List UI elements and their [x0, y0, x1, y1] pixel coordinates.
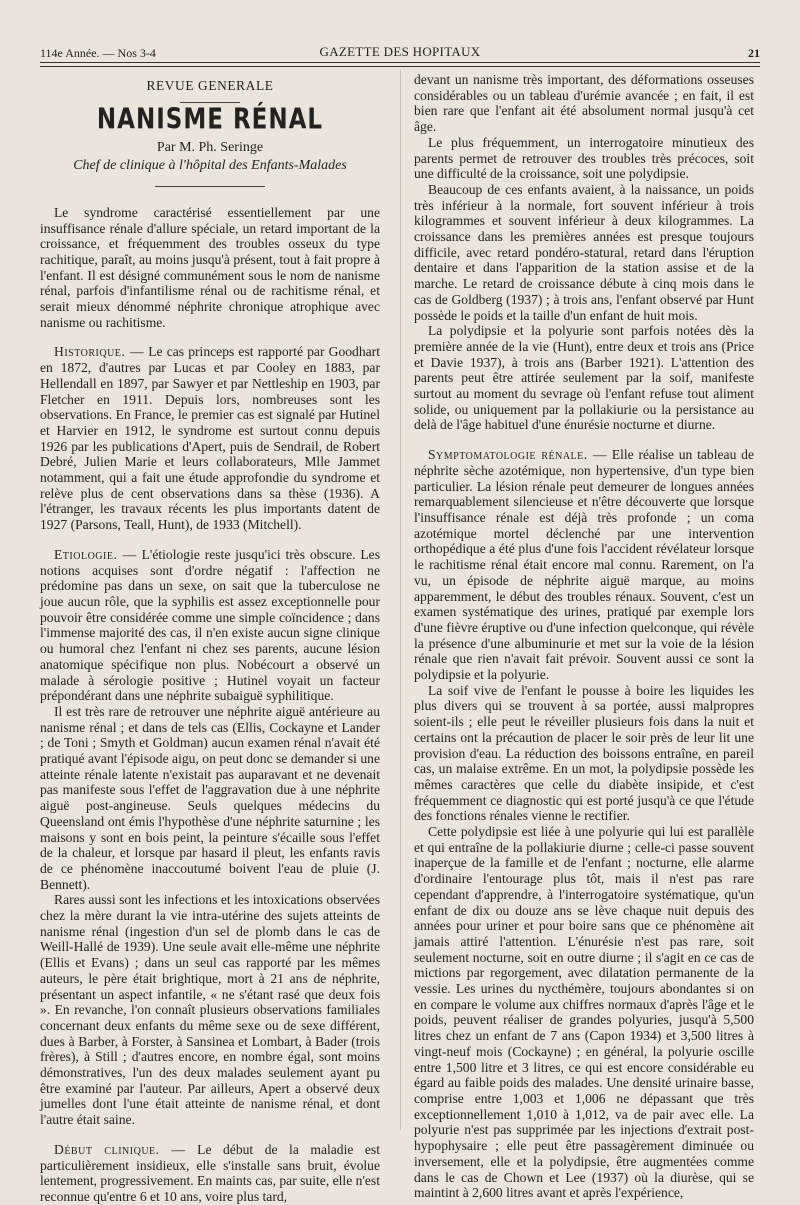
paragraph-text: Le plus fréquemment, un interrogatoire minutieux des parents permet de retrouver des troubles très précoces, soit une difficulté de la croissance, soit une polydipsie.: [414, 134, 754, 182]
paragraph-text: Il est très rare de retrouver une néphrite aiguë antérieure au nanisme rénal ; et dans de tels cas (Ellis, Cockayne et Lander ; de Toni ; Smyth et Goldman) aucun examen rénal n'avait été pratiqué avant l'épisode aigu, on peut donc se demander si une atteinte rénale latente n'existait pas auparavant et ne devenait pas manifeste sous l'effet de l'aggravation due à une néphrite aiguë post-angineuse. Seuls quelques médecins du Queensland ont émis l'hypothèse d'une néphrite saturnine ; les maisons y sont en bois peint, la peinture s'écaille sous l'effet de la chaleur, et lorsque par hasard il pleut, les enfants ravis de ce phénomène inaccoutumé boivent l'eau de pluie (J. Bennett).: [40, 703, 380, 892]
paragraph-text: Le syndrome caractérisé essentiellement par une insuffisance rénale d'allure spéciale, un retard important de la croissance, et fréquemment des troubles osseux du type rachitique, paraît, au moins jusqu'à présent, tout à fait propre à l'enfant. Il est désigné communément sous le nom de nanisme rénal, parfois d'infantilisme rénal ou de rachitisme rénal, et serait mieux dénommé néphrite chronique atrophique avec nanisme ou rachitisme.: [40, 204, 380, 330]
paragraph-text: Le début de la maladie est particulièrement insidieux, elle s'installe sans bruit, évolue lentement, progressivement. En maints cas, par suite, elle n'est reconnue qu'entre 6 et 10 ans, voire plus tard,: [40, 1141, 380, 1204]
paragraph-text: Cette polydipsie est liée à une polyurie qui lui est parallèle et qui entraîne de la pollakiurie diurne ; celle-ci passe souvent inaperçue de la famille et de l'enfant ; nocturne, elle alarme d'ordinaire l'entourage plus tôt, mais il n'est pas rare cependant d'apprendre, à l'interrogatoire systématique, qu'un enfant de dix ou douze ans se lève chaque nuit depuis des années pour uriner et pour boire sans que ce phénomène ait jamais attiré l'attention. L'énurésie n'est pas rare, soit seulement nocturne, soit en outre diurne ; il s'agit en ce cas de mictions par regorgement, avec dilatation permanente de la vessie. Les urines du nycthémère, toujours abondantes si on en compare le volume aux chiffres normaux d'après l'âge et le poids, peuvent réaliser de grandes polyuries, jusqu'à 5,500 litres chez un enfant de 7 ans (Capon 1934) et 3,500 litres à vingt-neuf mois (Cockayne) ; en général, la polyurie oscille entre 1,500 litre et 3 litres, ce qui est encore considérable eu égard au faible poids des malades. Une densité urinaire basse, comprise entre 1,003 et 1,006 ne dépassant que très exceptionnellement 1,010 à 1,012, va de pair avec elle. La polyurie n'est pas supprimée par les injections d'extrait post-hypophysaire ; elle peut être passagèrement diminuée ou inversement, elle et la polydipsie, être augmentées comme dans le cas de Chown et Lee (1937) où la diurèse, qui se maintint à 2,600 litres avant et après l'expérience,: [414, 824, 754, 1201]
paragraph-lead: Début clinique. —: [54, 1141, 186, 1157]
page-number: 21: [748, 46, 760, 60]
article-title: NANISME RÉNAL: [96, 103, 324, 136]
paragraph: [40, 344, 380, 532]
journal-title: GAZETTE DES HOPITAUX: [319, 44, 481, 59]
paragraph: [414, 683, 754, 824]
section-heading: REVUE GENERALE: [146, 78, 274, 93]
paragraph-text: La polydipsie et la polyurie sont parfois notées dès la première année de la vie (Hunt), entre deux et trois ans (Price et Davie 1937), à trois ans (Barber 1921). L'attention des parents peut être attirée seulement par la soif, manifeste surtout au moment du sevrage où l'enfant refuse tout aliment solide, ou uniquement par la pollakiurie ou la persistance au delà de l'âge habituel d'une énurésie nocturne et diurne.: [414, 323, 754, 433]
paragraph: [414, 824, 754, 1201]
paragraph: [40, 1142, 380, 1205]
paragraph: [40, 205, 380, 331]
right-column: [414, 72, 754, 1201]
author-role: Chef de clinique à l'hôpital des Enfants-Malades: [73, 158, 347, 174]
paragraph: [414, 72, 754, 135]
column-divider: [400, 70, 401, 1130]
article-author: Par M. Ph. Seringe: [156, 140, 264, 156]
header-rule: [40, 62, 760, 63]
paragraph-text: La soif vive de l'enfant le pousse à boire les liquides les plus divers qui se trouvent à sa portée, aussi malpropres soient-ils ; elle peut le réveiller plusieurs fois dans la nuit et certains ont la précaution de placer le soir près de leur lit une provision d'eau. La réduction des boissons entraîne, en pareil cas, un malaise extrême. En un mot, la polydipsie possède les mêmes caractères que celle du diabète insipide, et c'est fréquemment ce diagnostic qui est porté jusqu'à ce que l'étude des fonctions rénales vienne le rectifier.: [414, 682, 754, 824]
paragraph: [414, 135, 754, 182]
issue-number: 114e Année. — Nos 3-4: [40, 46, 156, 60]
paragraph-lead: Etiologie. —: [54, 546, 137, 562]
header-rule-double: [40, 66, 760, 67]
paragraph-text: devant un nanisme très important, des déformations osseuses considérables ou un tableau d'urémie avancée ; en fait, il est bien rare que l'enfant ait été absolument normal jusqu'à cet âge.: [414, 72, 754, 135]
paragraph: [40, 892, 380, 1128]
paragraph-text: Beaucoup de ces enfants avaient, à la naissance, un poids très inférieur à la normale, fort souvent inférieur à trois kilogrammes et souvent inférieur à deux kilogrammes. La croissance dans les premières années est presque toujours difficile, avec retard pondéro-statural, retard dans l'éruption dentaire et dans l'apparition de la station assise et de la marche. Le retard de croissance débute à cinq mois dans le cas de Goldberg (1937) ; à trois ans, l'enfant observé par Hunt possède le poids et la taille d'un enfant de huit mois.: [414, 181, 754, 323]
paragraph: [414, 182, 754, 323]
right-body: [414, 72, 754, 1201]
paragraph-text: Le cas princeps est rapporté par Goodhart en 1872, d'autres par Lucas et par Cooley en 1883, par Hellendall en 1897, par Sawyer et par Nettleship en 1903, par Fletcher en 1911. Depuis lors, nombreuses sont les observations. En France, le premier cas est signalé par Hutinel et Harvier en 1912, le syndrome est surtout connu depuis 1926 par les publications d'Apert, puis de Sendrail, de Robert Debré, Julien Marie et leurs collaborateurs, Mlle Jammet notamment, qui a fait une étude approfondie du syndrome et relève plus de cent observations dans sa thèse (1936). A l'étranger, les travaux récents les plus importants datent de 1927 (Parsons, Teall, Hunt), de 1933 (Mitchell).: [40, 344, 380, 533]
running-header: [40, 44, 760, 62]
left-body: [40, 205, 380, 1205]
paragraph: [40, 547, 380, 704]
paragraph-text: L'étiologie reste jusqu'ici très obscure. Les notions acquises sont d'ordre négatif : l'affection ne prédomine pas dans un sexe, on sait que la tuberculose ne joue aucun rôle, que la syphilis est assez exceptionnelle pour pouvoir être considérée comme une simple coïncidence ; dans l'immense majorité des cas, il n'en existe aucun signe clinique ou humoral chez l'enfant ni chez ses parents, aucune lésion anatomique spécifique non plus. Nobécourt a observé un malade à sérologie positive ; Hutinel voyait un facteur prépondérant dans une néphrite subaiguë syphilitique.: [40, 546, 380, 704]
paragraph-lead: Symptomatologie rénale. —: [428, 447, 608, 463]
title-rule: [155, 186, 265, 187]
paragraph: [40, 704, 380, 892]
paragraph-lead: Historique. —: [54, 344, 145, 360]
paragraph-text: Rares aussi sont les infections et les intoxications observées chez la mère durant la vie intra-utérine des sujets atteints de nanisme rénal (ingestion d'un sel de plomb dans le cas de Weill-Hallé de 1939). Une seule avait elle-même une néphrite (Ellis et Evans) ; dans un seul cas rapporté par les mêmes auteurs, le père était brightique, mort à 21 ans de néphrite, présentant un aspect infantile, « ne s'étant rasé que deux fois ». En revanche, l'on connaît plusieurs observations familiales concernant deux enfants du même sexe ou de sexe différent, dues à Barber, à Forster, à Sansinea et Lombart, à Bader (trois frères), à Still ; d'autres encore, en nombre égal, sont moins démonstratives, l'un des deux malades seulement ayant pu être examiné par l'auteur. Par ailleurs, Apert a observé deux jumelles dont l'une était atteinte de nanisme rénal, et dont l'autre était saine.: [40, 892, 380, 1128]
paragraph: [414, 447, 754, 683]
paragraph-text: Elle réalise un tableau de néphrite sèche azotémique, non hypertensive, d'un type bien particulier. La lésion rénale peut demeurer de longues années remarquablement silencieuse et n'être découverte que lorsque l'insuffisance rénale est déjà très profonde ; un coma azotémique mortel déclenché par une intervention orthopédique a été plus d'une fois l'accident révélateur lorsque le rachitisme rénal était encore mal connu. Rarement, on l'a vu, un épisode de néphrite aiguë marque, au moins apparemment, le début des troubles rénaux. Souvent, c'est un examen systématique des urines, pratiqué par exemple lors d'une fièvre éruptive ou d'une infection quelconque, qui révèle la présence d'une albuminurie et met sur la voie de la lésion rénale que rien n'avait fait prévoir. Souvent aussi ce sont la polydipsie et la polyurie.: [414, 447, 754, 683]
paragraph: [414, 323, 754, 433]
left-column: [40, 72, 380, 1205]
